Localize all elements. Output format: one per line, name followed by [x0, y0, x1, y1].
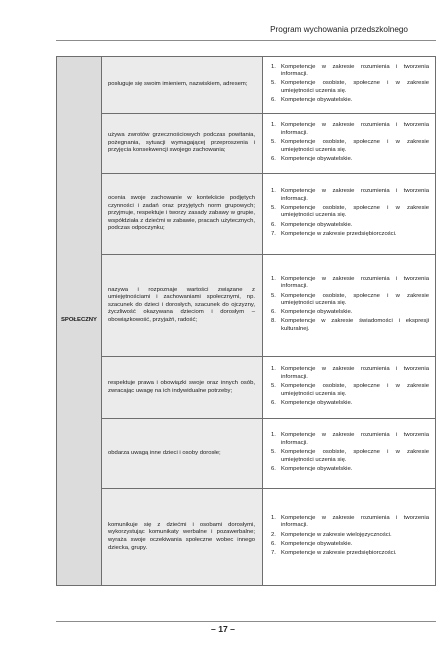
curriculum-table-body — [57, 57, 436, 586]
competence-text: Kompetencje w zakresie wielojęzyczności. — [281, 531, 392, 538]
competence-number: 8. — [271, 318, 276, 325]
competence-text: Kompetencje w zakresie rozumienia i tworzenia informacji. — [281, 122, 429, 136]
curriculum-table — [56, 56, 436, 586]
competence-number: 5. — [271, 292, 276, 299]
behavior-cell: posługuje się swoim imieniem, nazwiskiem, adresem; — [102, 57, 263, 114]
competence-item — [271, 449, 429, 464]
competence-text: Kompetencje w zakresie rozumienia i tworzenia informacji. — [281, 366, 429, 380]
competence-text: Kompetencje w zakresie rozumienia i tworzenia informacji. — [281, 514, 429, 529]
competence-number: 7. — [271, 549, 276, 556]
competence-text: Kompetencje w zakresie rozumienia i tworzenia informacji. — [281, 63, 429, 78]
competence-text: Kompetencje obywatelskie. — [281, 540, 353, 547]
competence-number: 1. — [271, 432, 276, 439]
competence-item — [271, 276, 429, 291]
competence-item — [271, 205, 429, 220]
competence-list — [271, 188, 429, 238]
competence-cell — [263, 114, 436, 174]
competence-item — [271, 222, 429, 230]
competence-text: Kompetencje osobiste, społeczne i w zakresie umiejętności uczenia się. — [281, 382, 429, 397]
competence-number: 1. — [271, 122, 276, 129]
competence-cell — [263, 357, 436, 419]
competence-item — [271, 97, 429, 105]
competence-text: Kompetencje w zakresie rozumienia i tworzenia informacji. — [281, 188, 429, 202]
competence-text: Kompetencje osobiste, społeczne i w zakresie umiejętności uczenia się. — [281, 204, 429, 219]
table-row — [57, 357, 436, 419]
behavior-cell: obdarza uwagą inne dzieci i osoby dorosłe; — [102, 419, 263, 489]
behavior-cell: używa zwrotów grzecznościowych podczas powitania, pożegnania, sytuacji wymagającej przeproszenia i przyjęcia konsekwencji swojego zachowania; — [102, 114, 263, 174]
competence-text: Kompetencje w zakresie świadomości i ekspresji kulturalnej. — [281, 318, 429, 333]
competence-text: Kompetencje w zakresie przedsiębiorczości. — [281, 549, 397, 556]
competence-text: Kompetencje obywatelskie. — [281, 399, 353, 406]
competence-item — [271, 432, 429, 447]
competence-cell — [263, 174, 436, 255]
competence-number: 1. — [271, 514, 276, 521]
header-divider — [56, 40, 436, 41]
competence-item — [271, 366, 429, 381]
competence-item — [271, 550, 429, 558]
competence-item — [271, 318, 429, 333]
competence-number: 6. — [271, 540, 276, 547]
competence-text: Kompetencje osobiste, społeczne i w zakresie umiejętności uczenia się. — [281, 448, 429, 463]
competence-list — [271, 515, 429, 558]
competence-cell — [263, 57, 436, 114]
table-row — [57, 489, 436, 586]
competence-item — [271, 231, 429, 239]
competence-text: Kompetencje w zakresie rozumienia i tworzenia informacji. — [281, 432, 429, 446]
competence-text: Kompetencje obywatelskie. — [281, 155, 353, 162]
competence-number: 6. — [271, 155, 276, 162]
competence-text: Kompetencje obywatelskie. — [281, 221, 353, 228]
competence-number: 5. — [271, 382, 276, 389]
competence-number: 1. — [271, 275, 276, 282]
competence-item — [271, 293, 429, 308]
page-number: – 17 – — [211, 624, 235, 634]
competence-number: 1. — [271, 188, 276, 195]
competence-item — [271, 309, 429, 317]
competence-number: 1. — [271, 366, 276, 373]
competence-item — [271, 541, 429, 549]
competence-item — [271, 532, 429, 540]
competence-text: Kompetencje obywatelskie. — [281, 465, 353, 472]
competence-item — [271, 515, 429, 530]
competence-item — [271, 80, 429, 95]
competence-cell — [263, 419, 436, 489]
competence-number: 2. — [271, 531, 276, 538]
competence-list — [271, 432, 429, 473]
running-header: Program wychowania przedszkolnego — [270, 25, 408, 34]
competence-number: 6. — [271, 399, 276, 406]
competence-number: 5. — [271, 448, 276, 455]
competence-item — [271, 139, 429, 154]
competence-item — [271, 64, 429, 79]
competence-item — [271, 400, 429, 408]
behavior-cell: respektuje prawa i obowiązki swoje oraz innych osób, zwracając uwagę na ich indywidualne potrzeby; — [102, 357, 263, 419]
competence-list — [271, 122, 429, 163]
competence-cell — [263, 489, 436, 586]
competence-text: Kompetencje w zakresie przedsiębiorczości. — [281, 230, 397, 237]
table-row — [57, 57, 436, 114]
competence-cell — [263, 255, 436, 357]
competence-number: 6. — [271, 465, 276, 472]
competence-number: 6. — [271, 97, 276, 104]
competence-item — [271, 122, 429, 137]
competence-list — [271, 366, 429, 407]
competence-number: 1. — [271, 63, 276, 70]
area-label: SPOŁECZNY — [57, 57, 102, 586]
footer-divider — [56, 621, 436, 622]
competence-text: Kompetencje osobiste, społeczne i w zakresie umiejętności uczenia się. — [281, 80, 429, 94]
competence-text: Kompetencje obywatelskie. — [281, 309, 353, 316]
competence-text: Kompetencje w zakresie rozumienia i tworzenia informacji. — [281, 275, 429, 290]
competence-number: 5. — [271, 204, 276, 211]
competence-item — [271, 383, 429, 398]
competence-item — [271, 156, 429, 164]
competence-item — [271, 466, 429, 474]
table-row — [57, 114, 436, 174]
behavior-cell: komunikuje się z dziećmi i osobami dorosłymi, wykorzystując komunikaty werbalne i pozawerbalne; wyraża swoje oczekiwania społeczne wobec innego dziecka, grupy. — [102, 489, 263, 586]
competence-text: Kompetencje obywatelskie. — [281, 97, 353, 104]
competence-text: Kompetencje osobiste, społeczne i w zakresie umiejętności uczenia się. — [281, 292, 429, 307]
competence-number: 7. — [271, 230, 276, 237]
competence-number: 6. — [271, 309, 276, 316]
competence-number: 5. — [271, 138, 276, 145]
competence-list — [271, 276, 429, 334]
behavior-cell: ocenia swoje zachowanie w kontekście podjętych czynności i zadań oraz przyjętych norm grupowych; przyjmuje, respektuje i tworzy zasady zabawy w grupie, współdziała z dziećmi w zabawie, pracach użytecznych, podczas odpoczynku; — [102, 174, 263, 255]
competence-item — [271, 188, 429, 203]
competence-text: Kompetencje osobiste, społeczne i w zakresie umiejętności uczenia się. — [281, 138, 429, 153]
competence-list — [271, 64, 429, 105]
competence-number: 6. — [271, 221, 276, 228]
table-row — [57, 419, 436, 489]
behavior-cell: nazywa i rozpoznaje wartości związane z umiejętnościami i zachowaniami społecznymi, np. szacunek do dzieci i dorosłych, szacunek do ojczyzny, życzliwość okazywana dzieciom i dorosłym – obowiązkowość, przyjaźń, radość; — [102, 255, 263, 357]
table-row — [57, 255, 436, 357]
table-row — [57, 174, 436, 255]
competence-number: 5. — [271, 80, 276, 87]
